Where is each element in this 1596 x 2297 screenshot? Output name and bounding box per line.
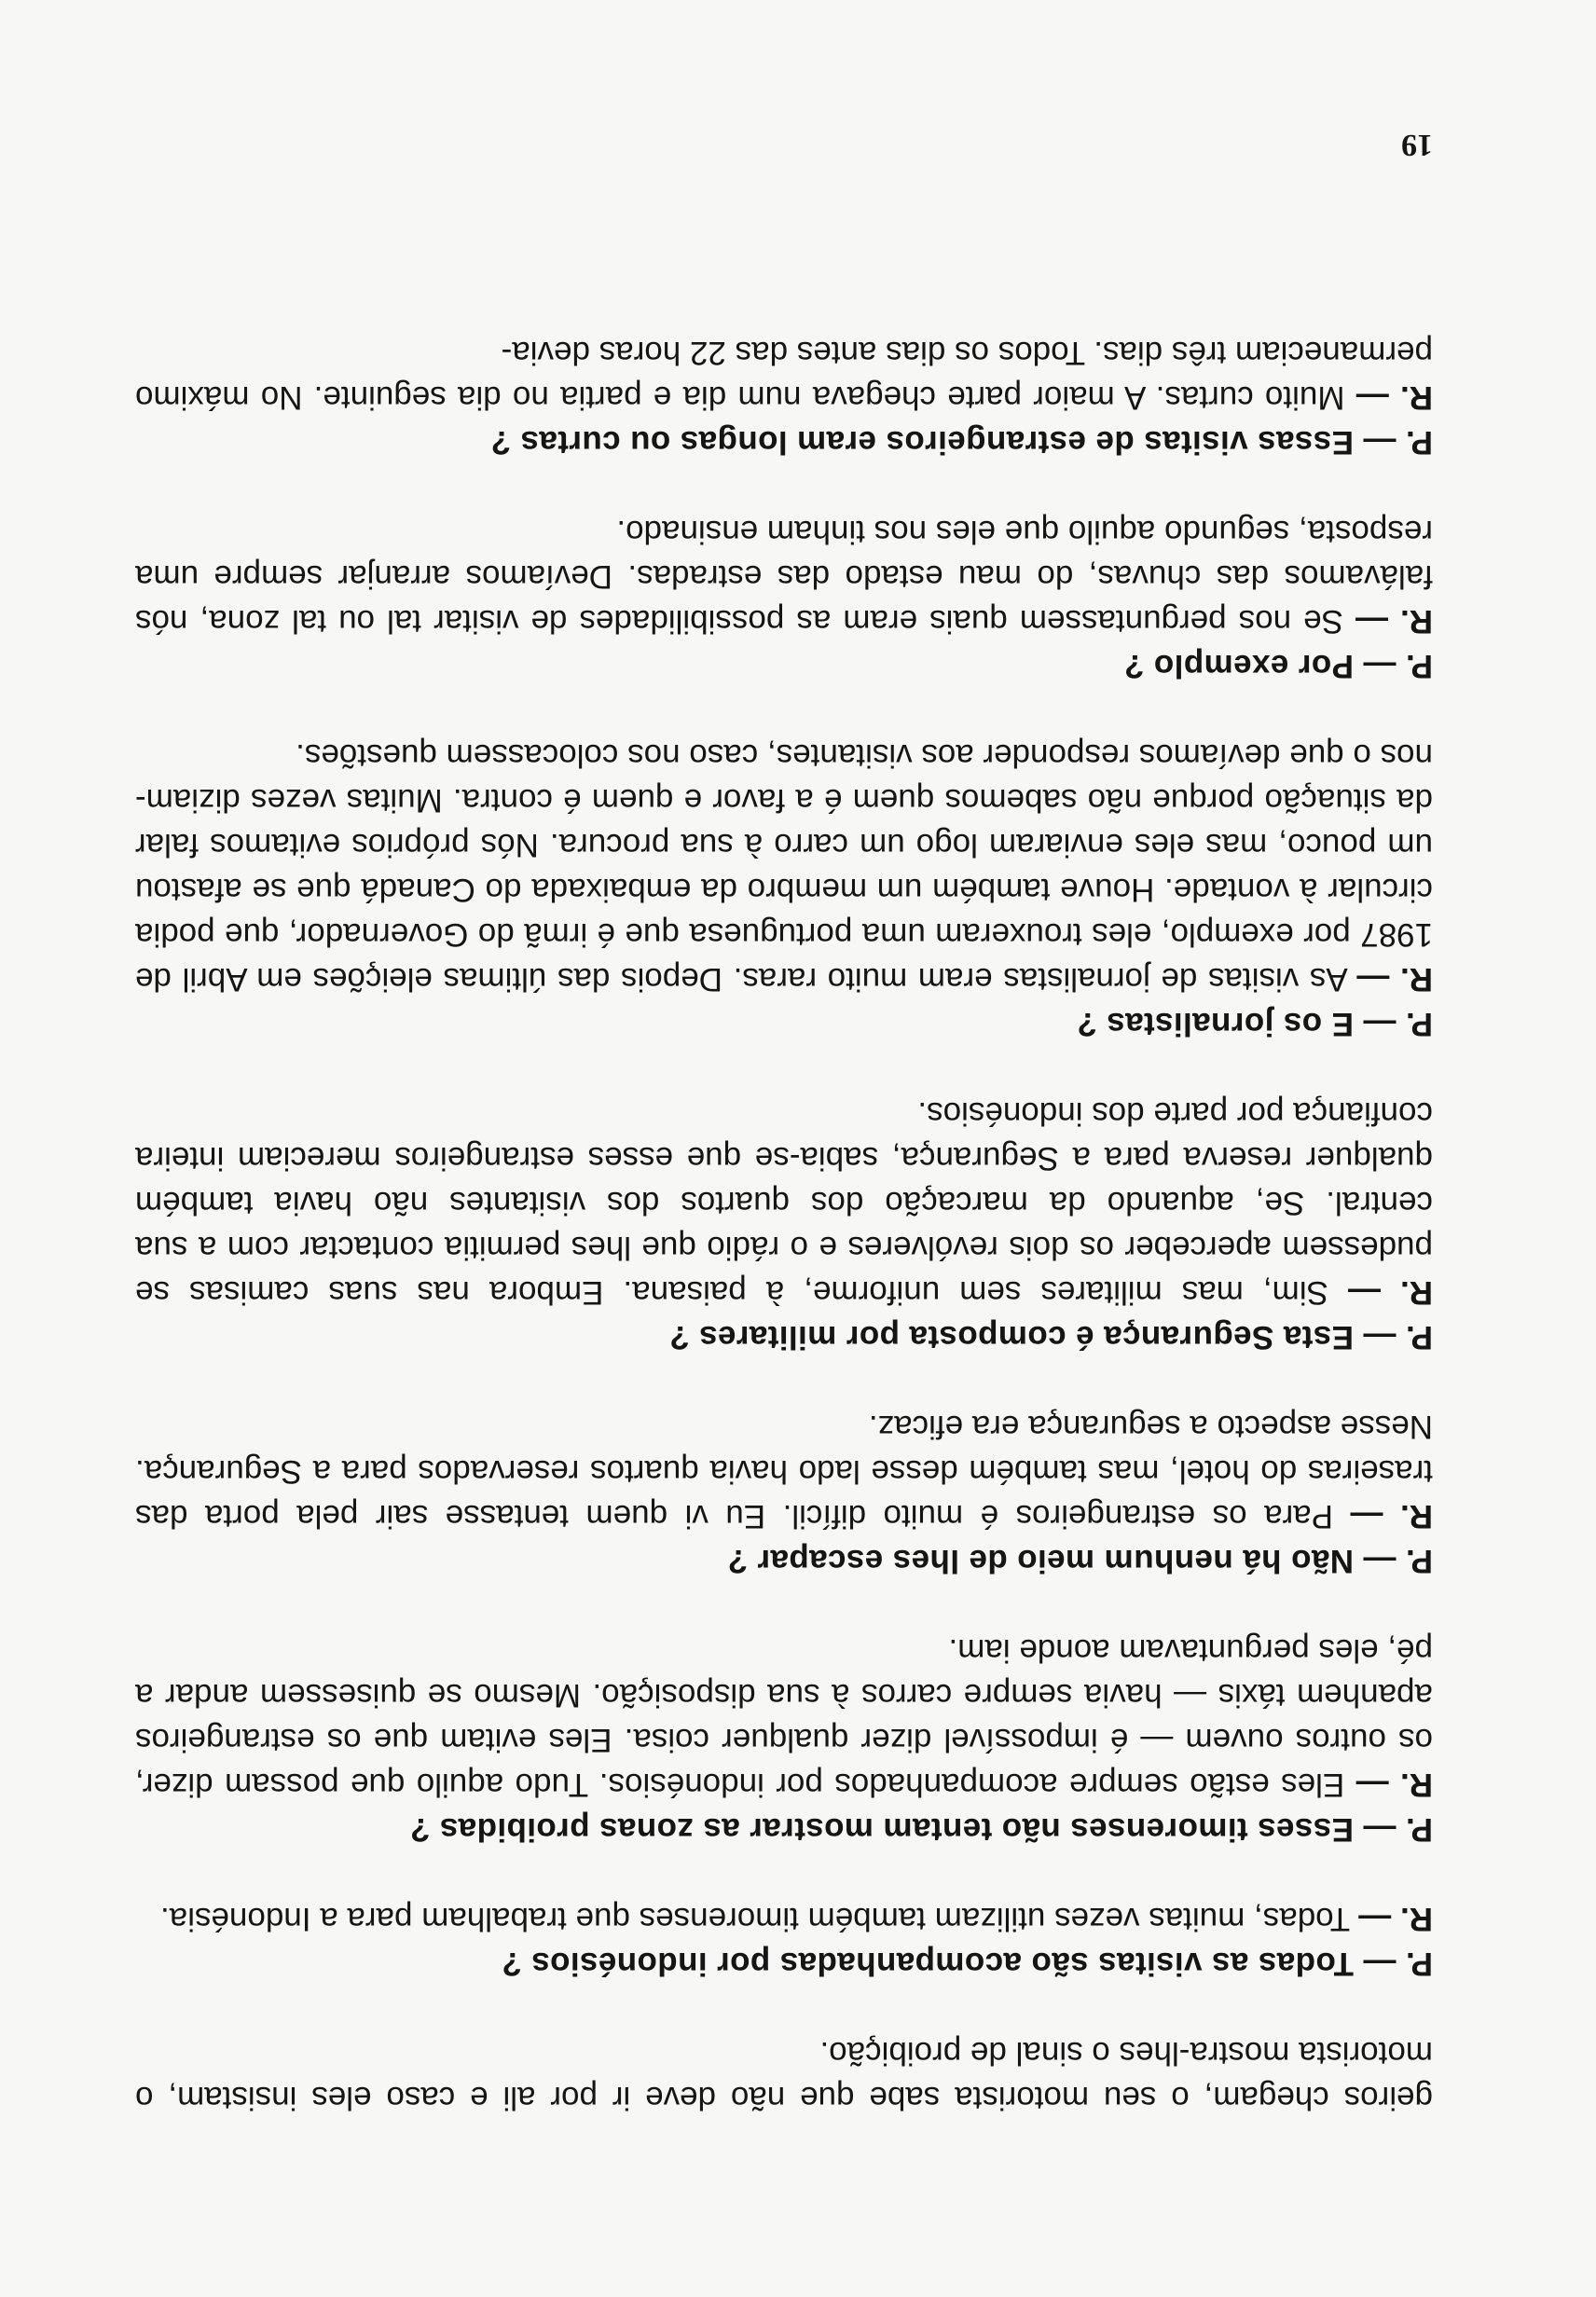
question: P. — Não há nenhum meio de lhes escapar ? — [727, 1543, 1433, 1579]
answer-label: R. — — [1350, 1498, 1433, 1534]
answer-text: Eles estão sempre acompanhados por indonésios. Tudo aquilo que possam dizer, os outros ouvem — é impossível dizer qualquer coisa. Eles evitam que os estrangeiros apanhem táxis — havia sempre carros à sua disposição. Mesmo se quisessem andar a pé, eles perguntavam aonde iam. — [134, 1632, 1433, 1803]
answer — [135, 1404, 1433, 1538]
question: P. — Todas as visitas são acompanhadas por indonésios ? — [501, 1946, 1433, 1982]
answer — [135, 1628, 1433, 1807]
question: P. — Essas visitas de estrangeiros eram longas ou curtas ? — [490, 424, 1433, 461]
answer-text: As visitas de jornalistas eram muito raras. Depois das últimas eleições em Abril de 1987 por exemplo, eles trouxeram uma portuguesa que é irmã do Governador, que podia circular à vontade. Houve também um membro da embaixada do Canadá que se afastou um pouco, mas eles enviaram logo um carro à sua procura. Nós próprios evitamos falar da situação porque não sabemos quem é a favor e quem é contra. Muitas vezes diziam-nos o que devíamos responder aos visitantes, caso nos colocassem questões. — [135, 737, 1433, 997]
answer — [135, 330, 1433, 420]
qa-block-3 — [135, 1404, 1433, 1583]
answer-label: R. — — [1347, 1274, 1433, 1311]
qa-block-2 — [135, 1628, 1433, 1851]
answer — [135, 1896, 1433, 1941]
question: P. — Esta Segurança é composta por militares ? — [668, 1319, 1433, 1355]
question: P. — E os jornalistas ? — [1076, 1006, 1433, 1042]
answer — [135, 509, 1433, 643]
answer — [135, 1091, 1433, 1314]
answer-text: Todas, muitas vezes utilizam também timorenses que trabalham para a Indonésia. — [159, 1901, 1359, 1937]
answer-text: Se nos perguntassem quais eram as possibilidades de visitar tal ou tal zona, nós falávamos das chuvas, do mau estado das estradas. Devíamos arranjar sempre uma resposta, segundo aquilo que eles nos tinham ensinado. — [135, 514, 1433, 640]
answer — [135, 733, 1433, 1001]
qa-block-4 — [135, 1091, 1433, 1359]
question: P. — Por exemplo ? — [1123, 648, 1433, 684]
qa-block-7 — [135, 330, 1433, 464]
page-number: 19 — [1401, 128, 1433, 162]
page-text — [135, 330, 1433, 2120]
answer-label: R. — — [1355, 379, 1433, 416]
qa-block-1 — [135, 1896, 1433, 1986]
answer-text: Muito curtas. A maior parte chegava num dia e partia no dia seguinte. No máximo permaneciam três dias. Todos os dias antes das 22 horas devia- — [135, 335, 1433, 416]
qa-block-5 — [135, 733, 1433, 1046]
answer-label: R. — — [1355, 1767, 1433, 1803]
answer-label: R. — — [1356, 961, 1433, 997]
qa-block-6 — [135, 509, 1433, 688]
answer-text: Sim, mas militares sem uniforme, à paisana. Embora nas suas camisas se pudessem aperceber os dois revólveres e o rádio que lhes permitia contactar com a sua central. Se, aquando da marcação dos quartos dos visitantes não havia também qualquer reserva para a Segurança, sabia-se que esses estrangeiros mereciam inteira confiança por parte dos indonésios. — [135, 1095, 1433, 1311]
answer-label: R. — — [1355, 603, 1433, 640]
answer-label: R. — — [1358, 1901, 1433, 1937]
intro-paragraph: geiros chegam, o seu motorista sabe que não deve ir por ali e caso eles insistam, o motorista mostra-lhes o sinal de proibição. — [135, 2035, 1433, 2116]
answer-text: Para os estrangeiros é muito difícil. Eu vi quem tentasse sair pela porta das traseiras do hotel, mas também desse lado havia quartos reservados para a Segurança. Nesse aspecto a segurança era eficaz. — [135, 1409, 1433, 1534]
question: P. — Esses timorenses não tentam mostrar as zonas proibidas ? — [409, 1811, 1433, 1848]
